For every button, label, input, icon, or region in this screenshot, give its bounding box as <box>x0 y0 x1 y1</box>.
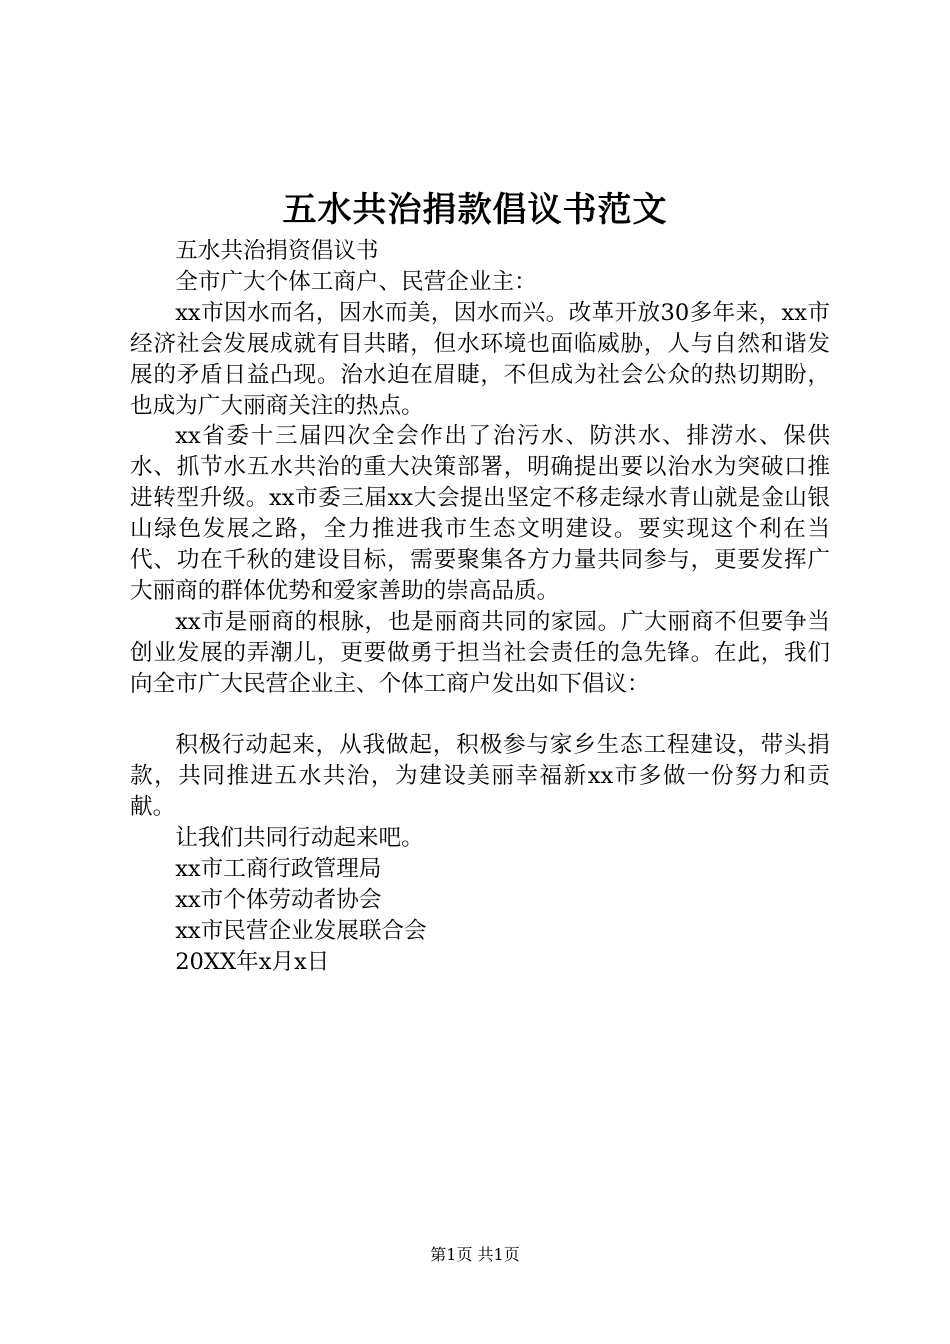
closing-paragraph: 让我们共同行动起来吧。 <box>175 825 424 852</box>
body-paragraph: xx市是丽商的根脉，也是丽商共同的家园。广大丽商不但要争当创业发展的弄潮儿，更要做勇于担当社会责任的急先锋。在此，我们向全市广大民营企业主、个体工商户发出如下倡议： <box>130 608 830 697</box>
page-number-footer: 第1页 共1页 <box>430 1245 520 1264</box>
document-title: 五水共治捐款倡议书范文 <box>282 190 668 230</box>
subtitle-paragraph: 五水共治捐资倡议书 <box>175 238 379 264</box>
signatory-line: xx市个体劳动者协会 <box>175 887 382 914</box>
date-line: 20XX年x月x日 <box>175 948 330 975</box>
signatory-line: xx市民营企业发展联合会 <box>175 917 427 944</box>
salutation-paragraph: 全市广大个体工商户、民营企业主： <box>175 268 537 295</box>
body-paragraph: 积极行动起来，从我做起，积极参与家乡生态工程建设，带头捐款，共同推进五水共治，为建设美丽幸福新xx市多做一份努力和贡献。 <box>130 732 830 821</box>
signatory-line: xx市工商行政管理局 <box>175 856 382 883</box>
body-paragraph: xx市因水而名，因水而美，因水而兴。改革开放30多年来，xx市经济社会发展成就有目共睹，但水环境也面临威胁，人与自然和谐发展的矛盾日益凸现。治水迫在眉睫，不但成为社会公众的热切期盼，也成为广大丽商关注的热点。 <box>130 299 830 419</box>
body-paragraph: xx省委十三届四次全会作出了治污水、防洪水、排涝水、保供水、抓节水五水共治的重大决策部署，明确提出要以治水为突破口推进转型升级。xx市委三届xx大会提出坚定不移走绿水青山就是金山银山绿色发展之路，全力推进我市生态文明建设。要实现这个利在当代、功在千秋的建设目标，需要聚集各方力量共同参与，更要发挥广大丽商的群体优势和爱家善助的崇高品质。 <box>130 423 830 604</box>
document-body <box>130 236 830 978</box>
